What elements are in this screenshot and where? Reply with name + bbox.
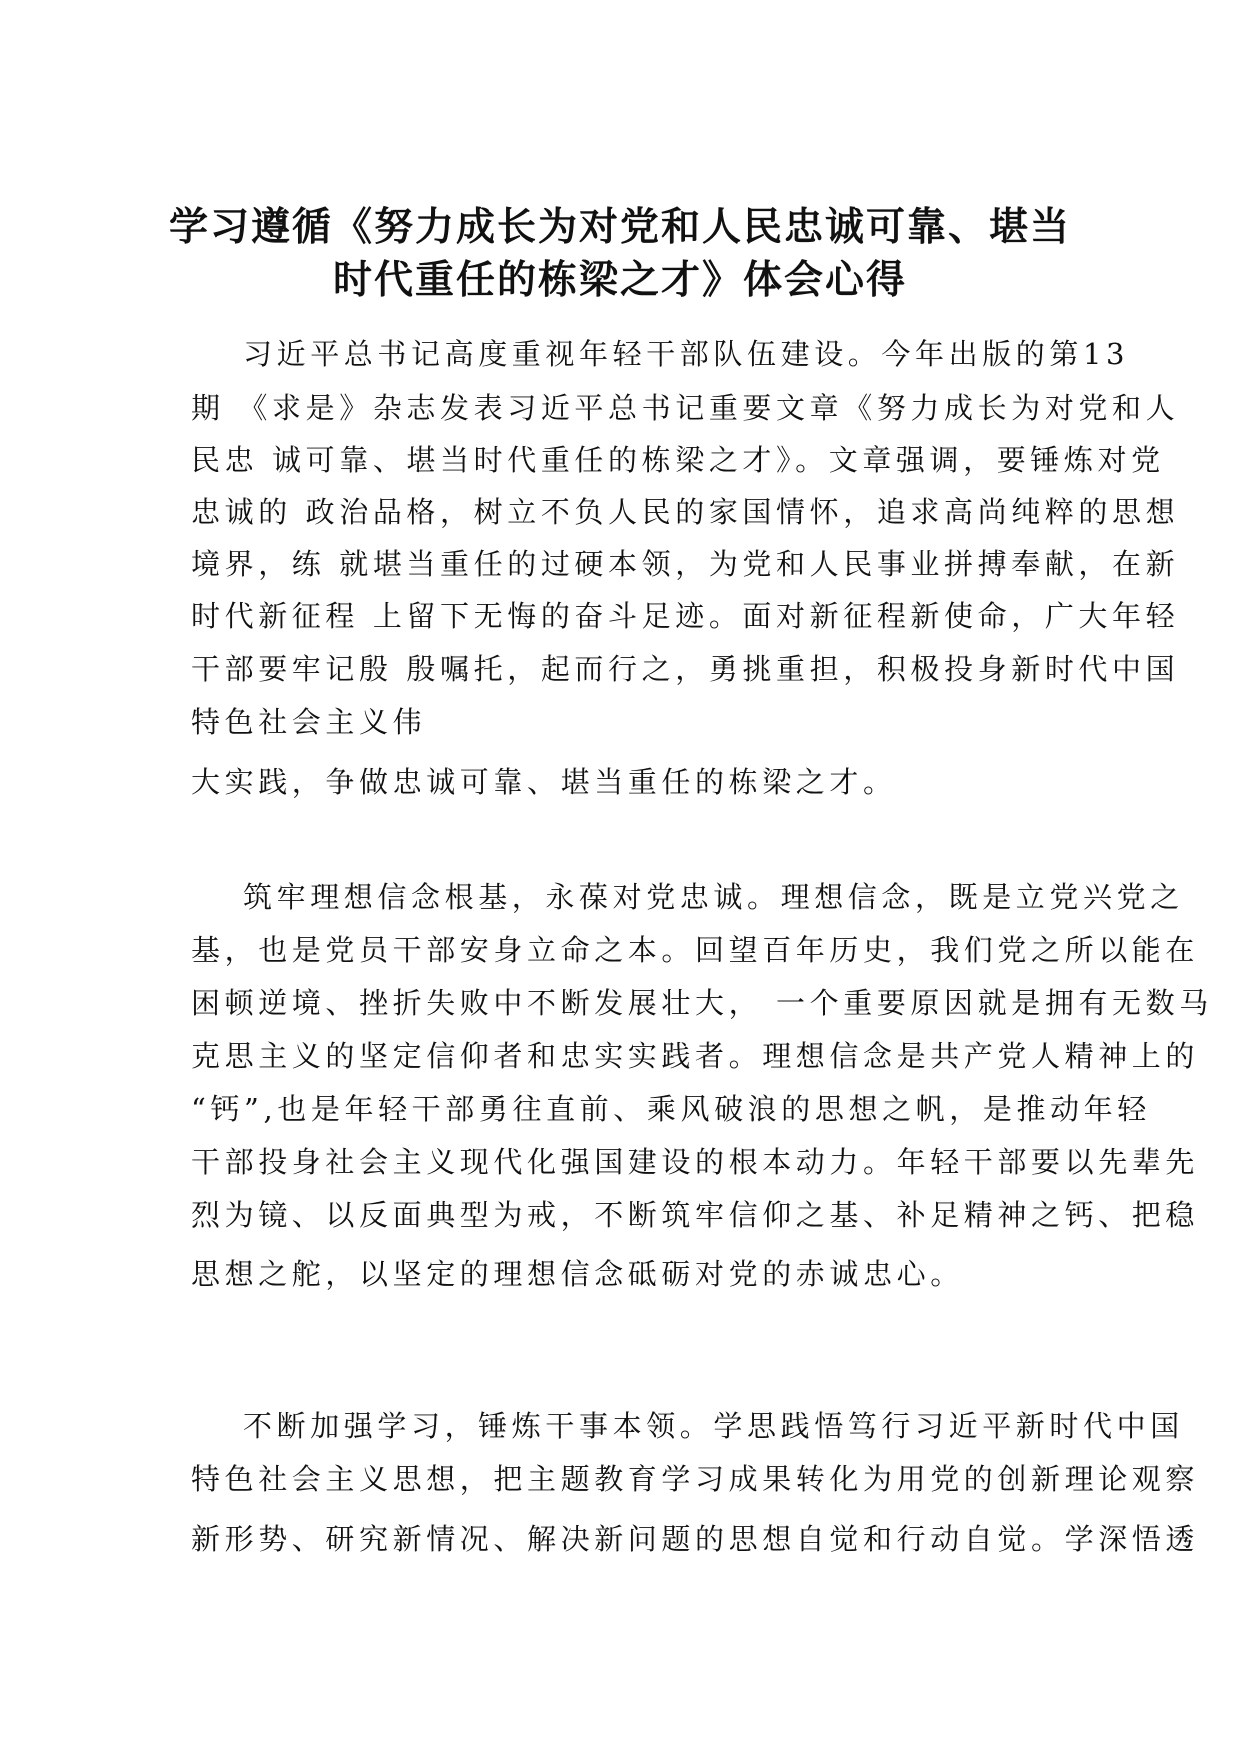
text-line: 克思主义的坚定信仰者和忠实实践者。理想信念是共产党人精神上的 xyxy=(191,1039,1200,1073)
text-line: 烈为镜、以反面典型为戒，不断筑牢信仰之基、补足精神之钙、把稳 xyxy=(191,1198,1200,1232)
text-line: 思想之舵，以坚定的理想信念砥砺对党的赤诚忠心。 xyxy=(191,1257,964,1291)
text-line: 基，也是党员干部安身立命之本。回望百年历史，我们党之所以能在 xyxy=(191,933,1200,967)
text-line: 特色社会主义思想，把主题教育学习成果转化为用党的创新理论观察 xyxy=(191,1462,1200,1496)
text-line: 新形势、研究新情况、解决新问题的思想自觉和行动自觉。学深悟透 xyxy=(191,1522,1200,1556)
text-line: 习近平总书记高度重视年轻干部队伍建设。今年出版的第13 xyxy=(243,337,1130,371)
text-line: 忠诚的 政治品格，树立不负人民的家国情怀，追求高尚纯粹的思想 xyxy=(191,495,1180,529)
text-line: 境界，练 就堪当重任的过硬本领，为党和人民事业拼搏奉献，在新 xyxy=(191,547,1180,581)
document-title-line-1: 学习遵循《努力成长为对党和人民忠诚可靠、堪当 xyxy=(168,204,1071,250)
text-line: 特色社会主义伟 xyxy=(191,705,427,739)
text-line: 期 《求是》杂志发表习近平总书记重要文章《努力成长为对党和人 xyxy=(191,391,1180,425)
text-line: 民忠 诚可靠、堪当时代重任的栋梁之才》。文章强调，要锤炼对党 xyxy=(191,443,1165,477)
text-line: 不断加强学习，锤炼干事本领。学思践悟笃行习近平新时代中国 xyxy=(243,1409,1184,1443)
text-line: 大实践，争做忠诚可靠、堪当重任的栋梁之才。 xyxy=(191,765,897,799)
text-line: “钙”,也是年轻干部勇往直前、乘风破浪的思想之帆，是推动年轻 xyxy=(191,1092,1151,1126)
text-line: 干部要牢记殷 殷嘱托，起而行之，勇挑重担，积极投身新时代中国 xyxy=(191,652,1180,686)
document-title-line-2: 时代重任的栋梁之才》体会心得 xyxy=(332,257,907,303)
text-line: 干部投身社会主义现代化强国建设的根本动力。年轻干部要以先辈先 xyxy=(191,1145,1200,1179)
text-line: 筑牢理想信念根基，永葆对党忠诚。理想信念，既是立党兴党之 xyxy=(243,880,1184,914)
text-line: 困顿逆境、挫折失败中不断发展壮大， 一个重要原因就是拥有无数马 xyxy=(191,986,1213,1020)
text-line: 时代新征程 上留下无悔的奋斗足迹。面对新征程新使命，广大年轻 xyxy=(191,599,1180,633)
